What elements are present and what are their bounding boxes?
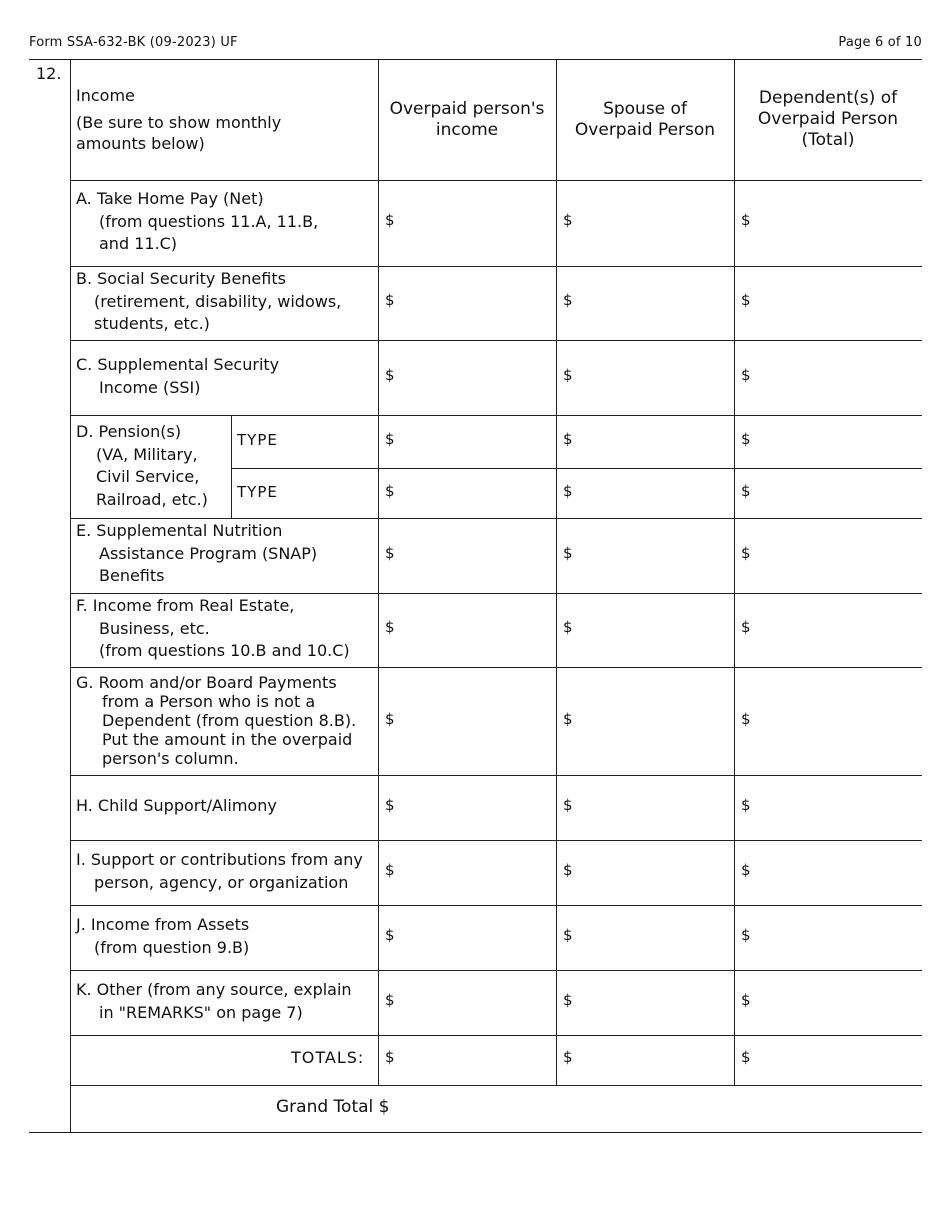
left-rule — [70, 59, 71, 1132]
column-header-dependents: Dependent(s) of Overpaid Person (Total) — [757, 88, 899, 150]
bottom-rule — [29, 1132, 922, 1133]
question-number: 12. — [36, 64, 62, 83]
pension-type-1-label: TYPE — [237, 431, 278, 449]
amount-field-ssi-overpaid-person[interactable]: $ — [385, 366, 395, 384]
amount-field-pension-1-spouse[interactable]: $ — [563, 430, 573, 448]
amount-field-snap-overpaid-person[interactable]: $ — [385, 544, 395, 562]
row-label-take-home-pay: A. Take Home Pay (Net) (from questions 11.A, 11.B, and 11.C) — [76, 189, 319, 253]
row-label-child-support: H. Child Support/Alimony — [76, 796, 277, 815]
amount-field-support-contributions-overpaid-person[interactable]: $ — [385, 861, 395, 879]
amount-field-room-board-spouse[interactable]: $ — [563, 710, 573, 728]
amount-field-totals-overpaid-person[interactable]: $ — [385, 1048, 395, 1066]
top-rule — [29, 59, 922, 60]
row-label-social-security: B. Social Security Benefits (retirement, disability, widows, students, etc.) — [76, 269, 342, 333]
row-label-pensions: D. Pension(s) (VA, Military, Civil Service, Railroad, etc.) — [76, 422, 208, 509]
row-label-ssi: C. Supplemental Security Income (SSI) — [76, 355, 280, 397]
amount-field-social-security-overpaid-person[interactable]: $ — [385, 291, 395, 309]
row-label-snap: E. Supplemental Nutrition Assistance Program (SNAP) Benefits — [76, 521, 318, 585]
income-column-title: Income — [76, 86, 135, 105]
amount-field-totals-dependents[interactable]: $ — [741, 1048, 751, 1066]
amount-field-room-board-overpaid-person[interactable]: $ — [385, 710, 395, 728]
amount-field-ssi-dependents[interactable]: $ — [741, 366, 751, 384]
amount-field-social-security-dependents[interactable]: $ — [741, 291, 751, 309]
amount-field-real-estate-spouse[interactable]: $ — [563, 618, 573, 636]
amount-field-pension-2-overpaid-person[interactable]: $ — [385, 482, 395, 500]
row-label-real-estate: F. Income from Real Estate, Business, etc. (from questions 10.B and 10.C) — [76, 596, 350, 660]
amount-field-room-board-dependents[interactable]: $ — [741, 710, 751, 728]
amount-field-social-security-spouse[interactable]: $ — [563, 291, 573, 309]
amount-field-assets-dependents[interactable]: $ — [741, 926, 751, 944]
amount-field-real-estate-overpaid-person[interactable]: $ — [385, 618, 395, 636]
amount-field-snap-dependents[interactable]: $ — [741, 544, 751, 562]
form-id: Form SSA-632-BK (09-2023) UF — [29, 35, 238, 50]
amount-field-assets-overpaid-person[interactable]: $ — [385, 926, 395, 944]
amount-field-other-spouse[interactable]: $ — [563, 991, 573, 1009]
amount-field-support-contributions-dependents[interactable]: $ — [741, 861, 751, 879]
amount-field-take-home-pay-dependents[interactable]: $ — [741, 211, 751, 229]
row-label-assets: J. Income from Assets (from question 9.B) — [76, 915, 250, 957]
amount-field-pension-1-dependents[interactable]: $ — [741, 430, 751, 448]
amount-field-real-estate-dependents[interactable]: $ — [741, 618, 751, 636]
amount-field-pension-2-dependents[interactable]: $ — [741, 482, 751, 500]
amount-field-child-support-spouse[interactable]: $ — [563, 796, 573, 814]
page-number: Page 6 of 10 — [838, 35, 922, 50]
column-header-spouse: Spouse of Overpaid Person — [574, 99, 716, 140]
amount-field-totals-spouse[interactable]: $ — [563, 1048, 573, 1066]
amount-field-pension-1-overpaid-person[interactable]: $ — [385, 430, 395, 448]
amount-field-other-overpaid-person[interactable]: $ — [385, 991, 395, 1009]
amount-field-other-dependents[interactable]: $ — [741, 991, 751, 1009]
amount-field-snap-spouse[interactable]: $ — [563, 544, 573, 562]
amount-field-child-support-overpaid-person[interactable]: $ — [385, 796, 395, 814]
grand-total-label: Grand Total $ — [276, 1097, 390, 1117]
amount-field-support-contributions-spouse[interactable]: $ — [563, 861, 573, 879]
amount-field-ssi-spouse[interactable]: $ — [563, 366, 573, 384]
amount-field-pension-2-spouse[interactable]: $ — [563, 482, 573, 500]
column-header-overpaid-person: Overpaid person's income — [389, 99, 545, 140]
amount-field-assets-spouse[interactable]: $ — [563, 926, 573, 944]
income-note: (Be sure to show monthly amounts below) — [76, 113, 282, 153]
pension-type-2-label: TYPE — [237, 483, 278, 501]
amount-field-take-home-pay-overpaid-person[interactable]: $ — [385, 211, 395, 229]
amount-field-take-home-pay-spouse[interactable]: $ — [563, 211, 573, 229]
row-label-other: K. Other (from any source, explain in "REMARKS" on page 7) — [76, 980, 352, 1022]
totals-label: TOTALS: — [291, 1048, 365, 1067]
row-label-support-contributions: I. Support or contributions from any person, agency, or organization — [76, 850, 363, 892]
row-label-room-board: G. Room and/or Board Payments from a Person who is not a Dependent (from question 8.B). Put the amount in the overpaid person's column. — [76, 673, 357, 768]
amount-field-child-support-dependents[interactable]: $ — [741, 796, 751, 814]
